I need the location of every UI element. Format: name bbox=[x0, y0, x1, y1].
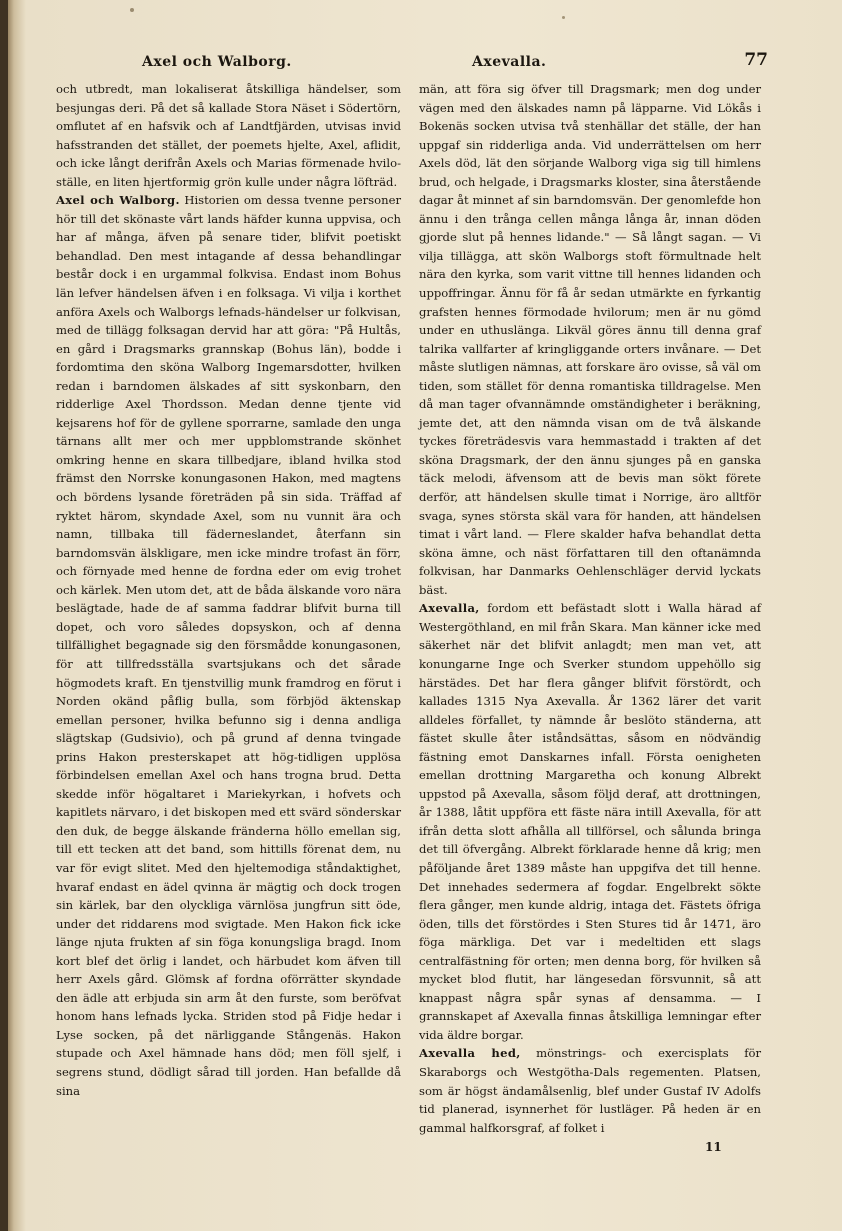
signature-mark: 11 bbox=[705, 1140, 722, 1154]
page-number: 77 bbox=[744, 50, 768, 70]
entry-text: fordom ett befästadt slott i Walla härad af Westergöthland, en mil från Skara. Man känner icke med säkerhet när det blifvit anlagdt; men man vet, att konungarne Inge och Sverker stundom uppehöllo sig härstädes. Det har flera gånger blifvit förstördt, och kallades 1315 Nya Axevalla. År 1362 lärer det varit alldeles förfallet, ty nämnde år beslöto ständerna, att fästet skulle åter iståndsättas, såsom en nödvändig fästning emot Danskarnes infall. Första oenigheten emellan drottning Margaretha och konung Albrekt uppstod på Axevalla, såsom följd deraf, att drottningen, år 1388, låtit uppföra ett fäste nära intill Axevalla, för att ifrån detta slott afhålla all tillförsel, och sålunda bringa det till öfvergång. Albrekt förklarade henne då krig; men påföljande året 1389 måste han uppgifva det till henne. Det innehades sedermera af fogdar. Engelbrekt sökte flera gånger, men kunde aldrig, intaga det. Fästets öfriga öden, tills det förstördes i Sten Stures tid år 1471, äro föga märkliga. Det var i medeltiden ett slags centralfästning för orten; men denna borg, för hvilken så mycket blod flutit, har längesedan försvunnit, så att knappast några spår synas af densamma. — I grannskapet af Axevalla finnas åtskilliga lemningar efter vida äldre borgar. bbox=[419, 601, 762, 1042]
entry-text: Historien om dessa tvenne personer hör till det skönaste vårt lands häfder kunna uppvisa, och har af många, äfven på senare tider, blifvit poetiskt behandlad. Den mest intagande af dessa behandlingar består dock i en urgammal folkvisa. Endast inom Bohus län lefver händelsen äfven i en folksaga. Vi vilja i korthet anföra Axels och Walborgs lefnads-händelser ur folkvisan, med de tillägg folksagan dervid har att göra: "På Hultås, en gård i Dragsmarks grannskap (Bohus län), bodde i fordomtima den sköna Walborg Ingemarsdotter, hvilken redan i barndomen älskades af sitt syskonbarn, den ridderlige Axel Thordsson. Medan denne tjente vid kejsarens hof för de gyllene sporrarne, samlade den unga tärnans allt mer och mer uppblomstrande skönhet omkring henne en skara tillbedjare, ibland hvilka stod främst den Norrske konungasonen Hakon, med magtens och bördens lysande företräden på sin sida. Träffad af ryktet härom, skyndade Axel, som nu vunnit ära och namn, tillbaka till fäderneslandet, återfann sin barndomsvän älskligare, men icke mindre trofast än förr, och förnyade med henne de fordna eder om evig trohet och kärlek. Men utom det, att de båda älskande voro nära beslägtade, hade de af samma faddrar blifvit burna till dopet, och voro således dopsyskon, och af denna tillfällighet begagnade sig den försmådde konungasonen, för att tillfredsställa svartsjukans och det sårade högmodets kraft. En tjenstvillig munk framdrog en förut i Norden okänd påflig bulla, som förbjöd äktenskap emellan personer, hvilka befunno sig i denna andliga slägtskap (Gudsivio), och på grund af denna tvingade prins Hakon presterskapet att hög-tidligen upplösa förbindelsen emellan Axel och hans trogna brud. Detta skedde inför högaltaret i Mariekyrkan, i hofvets och kapitlets närvaro, i det biskopen med ett svärd sönderskar den duk, de begge älskande fränderna höllo emellan sig, till ett tecken att det band, som hittills förenat dem, nu var för evigt slitet. Med den hjeltemodiga ståndaktighet, hvaraf endast en ädel qvinna är mägtig och dock trogen sin kärlek, bar den olyckliga värnlösa jungfrun sitt öde, under det riddarens mod svigtade. Men Hakon fick icke länge njuta frukten af sin föga konungsliga bragd. Inom kort blef det örlig i landet, och härbudet kom äfven till herr Axels gård. Glömsk af fordna oförrätter skyndade den ädle att erbjuda sin arm åt den furste, som beröfvat honom hans lefnads lycka. Striden stod på Fidje hedar i Lyse socken, på det närliggande Stångenäs. Hakon stupade och Axel hämnade hans död; men föll sjelf, i segrens stund, dödligt sårad till jorden. Han befallde då sina bbox=[56, 193, 401, 1098]
entry-paragraph bbox=[419, 599, 761, 1044]
entry-headword: Axevalla, bbox=[419, 601, 480, 616]
paragraph bbox=[419, 80, 761, 599]
header-center-title: Axevalla. bbox=[472, 54, 547, 70]
left-column bbox=[56, 80, 401, 1100]
book-spine bbox=[0, 0, 8, 1231]
print-speck bbox=[130, 8, 134, 12]
entry-paragraph bbox=[419, 1044, 761, 1137]
right-column bbox=[419, 80, 761, 1137]
paragraph-text: män, att föra sig öfver till Dragsmark; men dog under vägen med den älskades namn på läpparne. Vid Lökås i Bokenäs socken utvisa två stenhällar det ställe, der han uppgaf sin ridderliga anda. Vid underrättelsen om herr Axels död, lät den sörjande Walborg viga sig till himlens brud, och helgade, i Dragsmarks kloster, sina återstående dagar åt minnet af sin barndomsvän. Der genomlefde hon ännu i den trånga cellen många långa år, innan döden gjorde slut på hennes lidande." — Så långt sagan. — Vi vilja tillägga, att skön Walborgs stoft förmultnade helt nära den kyrka, som varit vittne till hennes lidanden och uppoffringar. Ännu för få år sedan utmärkte en fyrkantig grafsten hennes förmodade hvilorum; men är nu gömd under en uthuslänga. Likväl göres ännu till denna graf talrika vallfarter af kringliggande orters invånare. — Det måste slutligen nämnas, att forskare äro ovisse, så väl om tiden, som stället för denna romantiska tilldragelse. Men då man tager ofvannämnde omständigheter i beräkning, jemte det, att den nämnda visan om de två älskande tyckes företrädesvis vara hemmastadd i trakten af det sköna Dragsmark, der den ännu sjunges på en ganska täck melodi, äfvensom att de bevis man sökt förete derför, att händelsen skulle timat i Norrige, äro alltför svaga, synes största skäl vara för handen, att händelsen timat i vårt land. — Flere skalder hafva behandlat detta sköna ämne, och näst författaren till den oftanämnda folkvisan, har Danmarks Oehlenschläger dervid lyckats bäst. bbox=[419, 82, 761, 597]
paragraph bbox=[56, 80, 401, 191]
entry-paragraph bbox=[56, 191, 401, 1100]
running-header bbox=[46, 50, 768, 76]
print-speck bbox=[562, 16, 565, 19]
entry-text: mönstrings- och exercisplats för Skaraborgs och Westgötha-Dals regementen. Platsen, som är högst ändamålsenlig, blef under Gustaf IV Adolfs tid planerad, isynnerhet för lustläger. På heden är en gammal halfkorsgraf, af folket i bbox=[419, 1046, 762, 1135]
header-left-title: Axel och Walborg. bbox=[142, 54, 292, 70]
paragraph-text: och utbredt, man lokaliserat åtskilliga händelser, som besjungas deri. På det så kallade Stora Näset i Södertörn, omflutet af en hafsvik och af Landtfjärden, utvisas invid hafsstranden det stället, der poemets hjelte, Axel, aflidit, och icke långt derifrån Axels och Marias förmenade hvilo-ställe, en liten hjertformig grön kulle under några löfträd. bbox=[56, 82, 401, 189]
entry-headword: Axel och Walborg. bbox=[56, 193, 180, 208]
entry-headword: Axevalla hed, bbox=[419, 1046, 521, 1061]
